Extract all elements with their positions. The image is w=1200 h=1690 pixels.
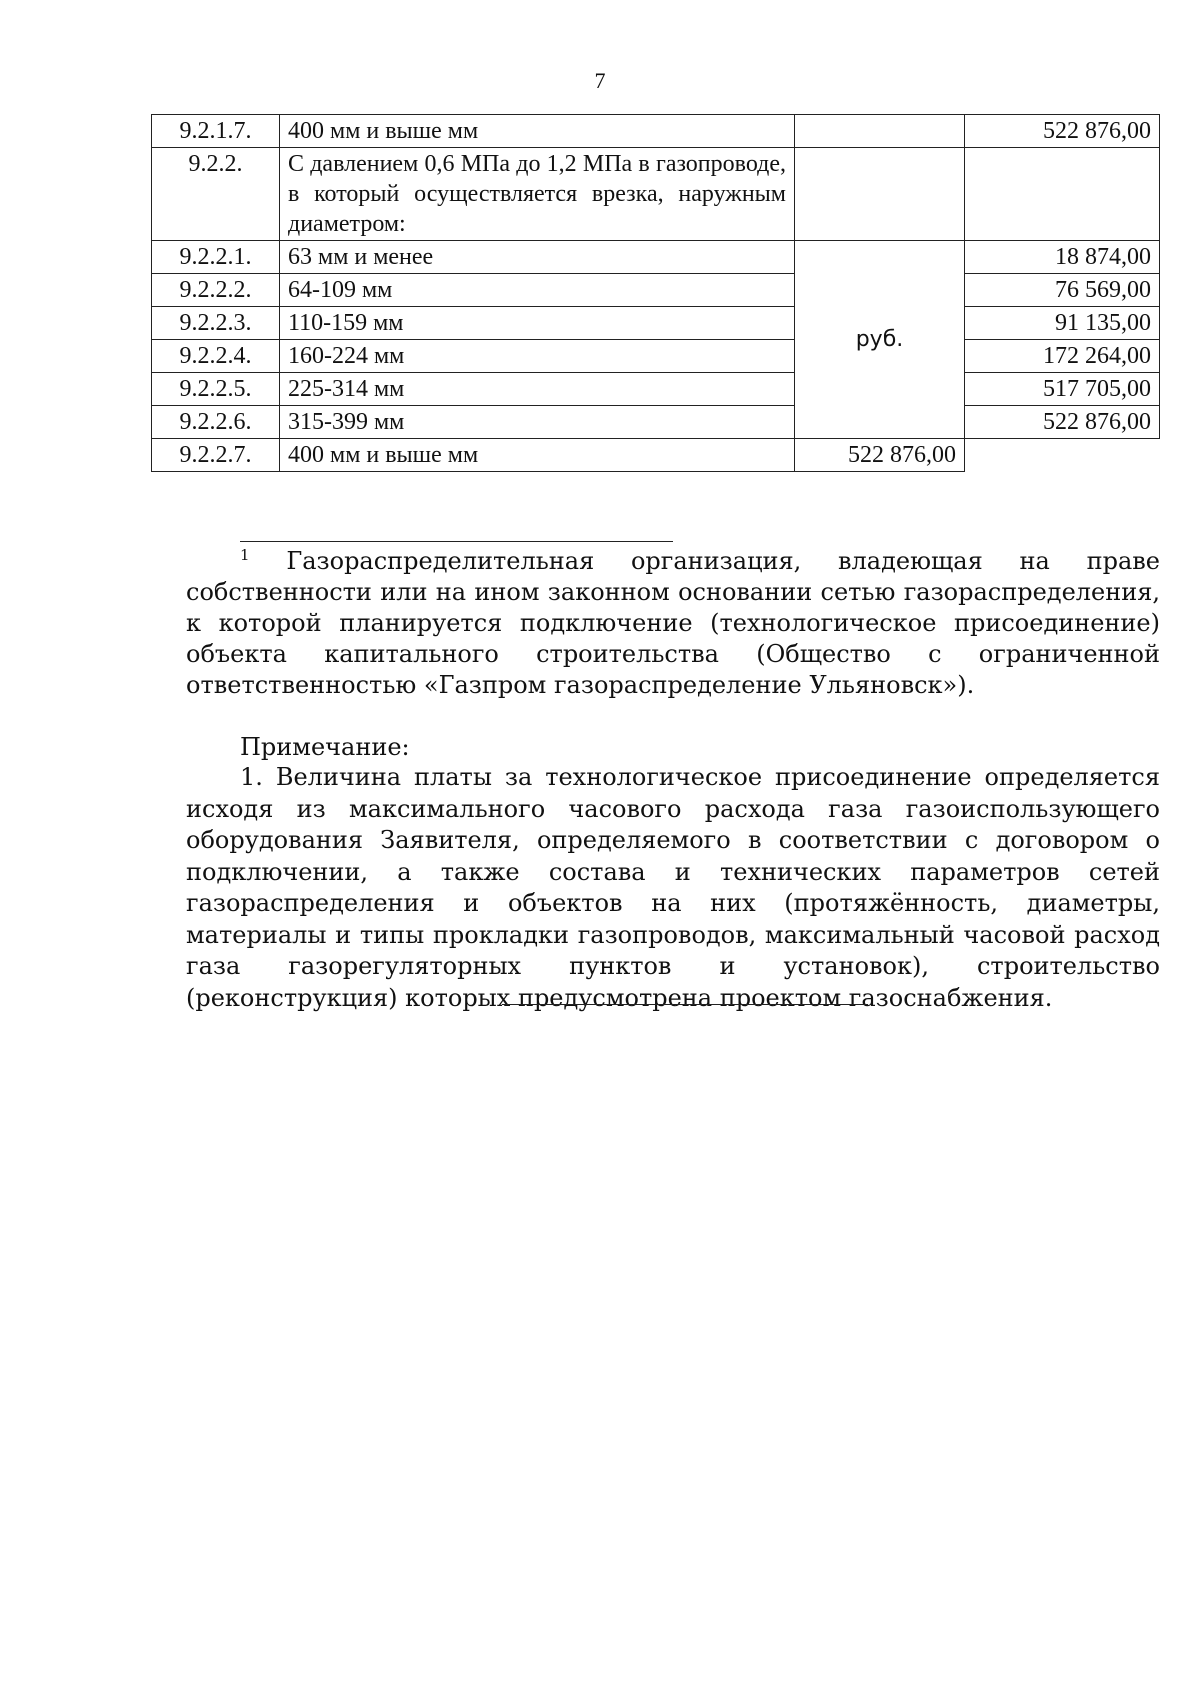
row-name: 225-314 мм [280,373,795,406]
footnote-separator [240,541,673,542]
table-row [152,115,1160,148]
row-name: 110-159 мм [280,307,795,340]
row-name: 63 мм и менее [280,241,795,274]
row-unit-empty [795,148,965,241]
table-row [152,241,1160,274]
footnote [186,546,1160,701]
row-code: 9.2.2.4. [152,340,280,373]
row-price: 522 876,00 [965,115,1160,148]
row-code: 9.2.2.7. [152,439,280,472]
table-row [152,439,1160,472]
table-row [152,373,1160,406]
row-name: 160-224 мм [280,340,795,373]
row-name: 400 мм и выше мм [280,115,795,148]
row-name: 64-109 мм [280,274,795,307]
row-code: 9.2.2.2. [152,274,280,307]
row-price: 522 876,00 [795,439,965,472]
end-separator [502,1004,868,1005]
row-code: 9.2.1.7. [152,115,280,148]
row-price: 522 876,00 [965,406,1160,439]
row-code: 9.2.2.6. [152,406,280,439]
note-heading: Примечание: [240,733,410,761]
row-price: 91 135,00 [965,307,1160,340]
row-code: 9.2.2. [152,148,280,241]
row-code: 9.2.2.1. [152,241,280,274]
row-name: 400 мм и выше мм [280,439,795,472]
table-row [152,340,1160,373]
row-unit-empty [795,115,965,148]
page-number: 7 [594,68,606,93]
table-row [152,148,1160,241]
row-price: 517 705,00 [965,373,1160,406]
table-row [152,307,1160,340]
row-name: С давлением 0,6 МПа до 1,2 МПа в газопроводе, в который осуществляется врезка, наружным диаметром: [280,148,795,241]
table-row [152,406,1160,439]
row-code: 9.2.2.5. [152,373,280,406]
row-name: 315-399 мм [280,406,795,439]
row-price: 18 874,00 [965,241,1160,274]
row-price [965,148,1160,241]
row-price: 76 569,00 [965,274,1160,307]
footnote-text: Газораспределительная организация, владеющая на праве собственности или на ином законном основании сетью газораспределения, к которой планируется подключение (технологическое присоединение) объекта капитального строительства (Общество с ограниченной ответственностью «Газпром газораспределение Ульяновск»). [186,547,1160,699]
footnote-marker: 1 [240,546,250,564]
tariff-table [151,114,1160,472]
unit-cell: руб. [795,241,965,439]
note-body: 1. Величина платы за технологическое присоединение определяется исходя из максимального часового расхода газа газоиспользующего оборудования Заявителя, определяемого в соответствии с договором о подключении, а также состава и технических параметров сетей газораспределения и объектов на них (протяжённость, диаметры, материалы и типы прокладки газопроводов, максимальный часовой расход газа газорегуляторных пунктов и установок), строительство (реконструкция) которых предусмотрена проектом газоснабжения. [186,763,1160,1012]
table-row [152,274,1160,307]
row-code: 9.2.2.3. [152,307,280,340]
row-price: 172 264,00 [965,340,1160,373]
